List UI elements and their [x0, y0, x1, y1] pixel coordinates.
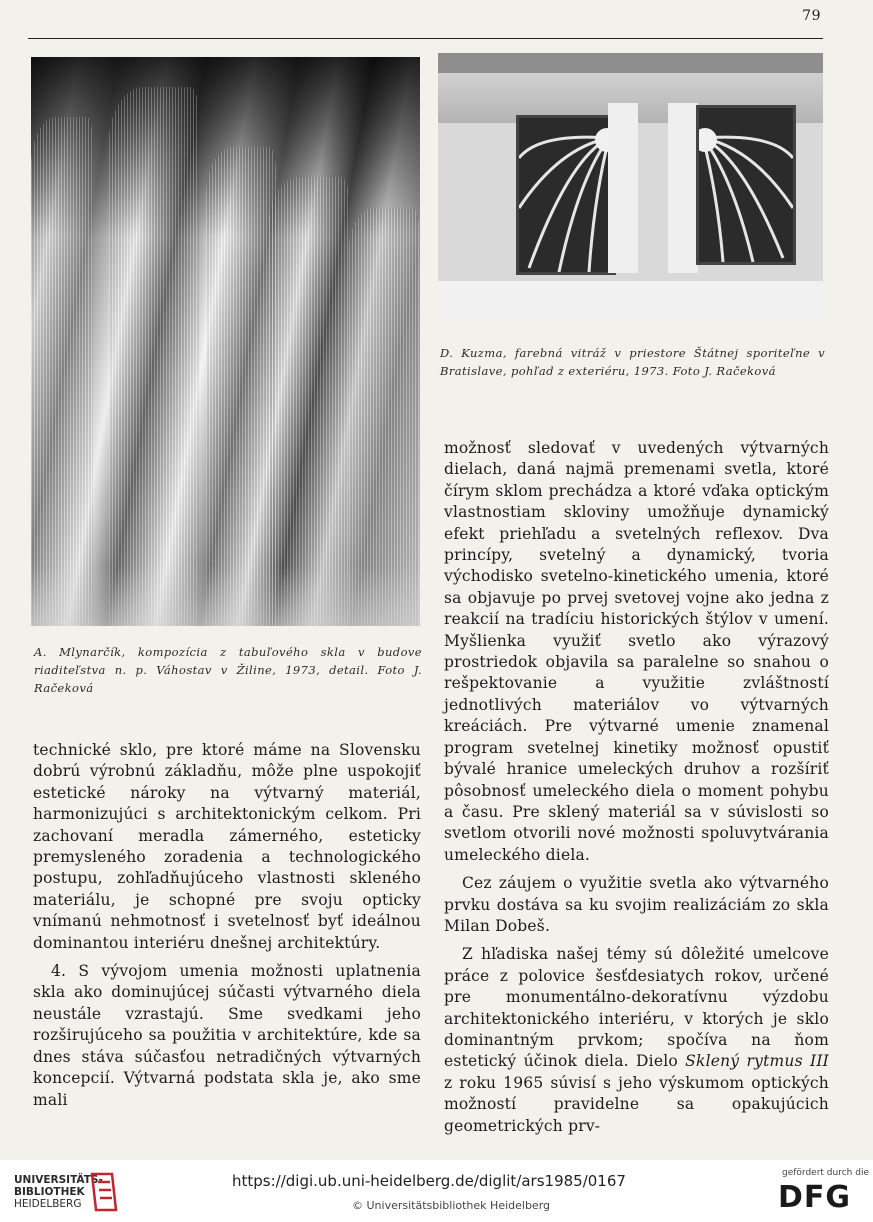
photo-glass-composition: [31, 57, 420, 626]
window-right-pane: [696, 105, 796, 265]
pillar-left: [608, 103, 638, 273]
permalink-url[interactable]: https://digi.ub.uni-heidelberg.de/diglit/ars1985/0167: [232, 1172, 626, 1190]
floor-reflection: [31, 566, 420, 626]
caption-left-photo: A. Mlynarčík, kompozícia z tabuľového skla v budove riaditeľstva n. p. Váhostav v Žiline, 1973, detail. Foto J. Račeková: [34, 645, 422, 695]
vitraz-rays-right: [699, 108, 793, 262]
library-name-line: HEIDELBERG: [14, 1198, 82, 1210]
funder-label: gefördert durch die: [782, 1168, 869, 1178]
dfg-logo[interactable]: DFG: [778, 1180, 852, 1215]
glass-sheet: [31, 117, 93, 626]
paragraph: možnosť sledovať v uvedených výtvarných dielach, daná najmä premenami svetla, ktoré čírym sklom prechádza a ktoré vďaka optickým vlastnostiam skloviny umožňuje dynamický efekt priehľadu a svetelných reflexov. Dva princípy, svetelný a dynamický, tvoria východisko svetelno-kinetického umenia, ktoré sa objavuje po prvej svetovej vojne ako jedna z reakcií na tradíciu historických štýlov v umení. Myšlienka využiť svetlo ako výrazový prostriedok objavila sa paralelne so snahou o rešpektovanie a využitie zvláštností jednotlivých materiálov vo výtvarných kreáciách. Pre výtvarné umenie znamenal program svetelnej kinetiky možnosť opustiť bývalé hranice umeleckých druhov a rozšíriť pôsobnosť umeleckého diela o moment pohybu a času. Pre sklený materiál sa v súvislosti so svetlom otvorili nové možnosti spoluvytvárania umeleckého diela.: [444, 439, 829, 864]
vitraz-rays-left: [519, 118, 613, 272]
page-number: 79: [802, 8, 821, 24]
paragraph: [444, 944, 829, 1137]
paragraph: technické sklo, pre ktoré máme na Slovensku dobrú výrobnú základňu, môže plne uspokojiť estetické nároky na výtvarný materiál, harmonizujúci s architektonickým celkom. Pri zachovaní meradla zámerného, esteticky premysleného zoradenia a technologického postupu, zohľadňujúceho vlastnosti skleného materiálu, je schopné pre svoju opticky vnímanú nehmotnosť i svetelnosť byť ideálnou dominantou interiéru dnešnej architektúry.: [33, 741, 421, 952]
glass-sheet: [206, 147, 276, 626]
lower-wall: [438, 281, 823, 323]
paragraph: Cez záujem o využitie svetla ako výtvarného prvku dostáva sa ku svojim realizáciám zo skla Milan Dobeš.: [444, 874, 829, 935]
paragraph-text: Z hľadiska našej témy sú dôležité umelcove práce z polovice šesťdesiatych rokov, určené pre monumentálno-dekoratívnu výzdobu architektonického interiéru, v ktorých je sklo dominantným prvkom; spočíva na ňom estetický účinok diela. Dielo: [444, 945, 829, 1071]
copyright-notice: © Universitätsbibliothek Heidelberg: [352, 1199, 551, 1212]
library-logo-icon: [88, 1170, 120, 1214]
building-top-band: [438, 53, 823, 73]
paragraph-text: z roku 1965 súvisí s jeho výskumom optických možností pravidelne sa opakujúcich geometrických prv-: [444, 1073, 829, 1135]
window-left-pane: [516, 115, 616, 275]
glass-sheet: [109, 87, 199, 626]
library-name-line: UNIVERSITÄTS-: [14, 1174, 103, 1186]
glass-sheet: [269, 177, 349, 626]
paragraph: 4. S vývojom umenia možnosti uplatnenia skla ako dominujúcej súčasti výtvarného diela neustále vzrastajú. Sme svedkami jeho rozširujúceho sa použitia v architektúre, kde sa dnes stáva súčasťou netradičných výtvarných koncepcií. Výtvarná podstata skla je, ako sme mali: [33, 962, 421, 1109]
artwork-title: Sklený rytmus III: [685, 1052, 829, 1071]
glass-sheet: [349, 207, 419, 626]
text-column-right: [444, 438, 829, 1137]
text-column-left: [33, 740, 421, 1111]
header-rule: [28, 38, 823, 39]
library-name-line: BIBLIOTHEK: [14, 1186, 85, 1198]
caption-right-photo: D. Kuzma, farebná vitráž v priestore Štátnej sporiteľne v Bratislave, pohľad z exteriéru, 1973. Foto J. Račeková: [440, 346, 825, 378]
footer-bar: [0, 1160, 873, 1222]
pillar-right: [668, 103, 698, 273]
photo-stained-glass-window: [438, 53, 823, 323]
